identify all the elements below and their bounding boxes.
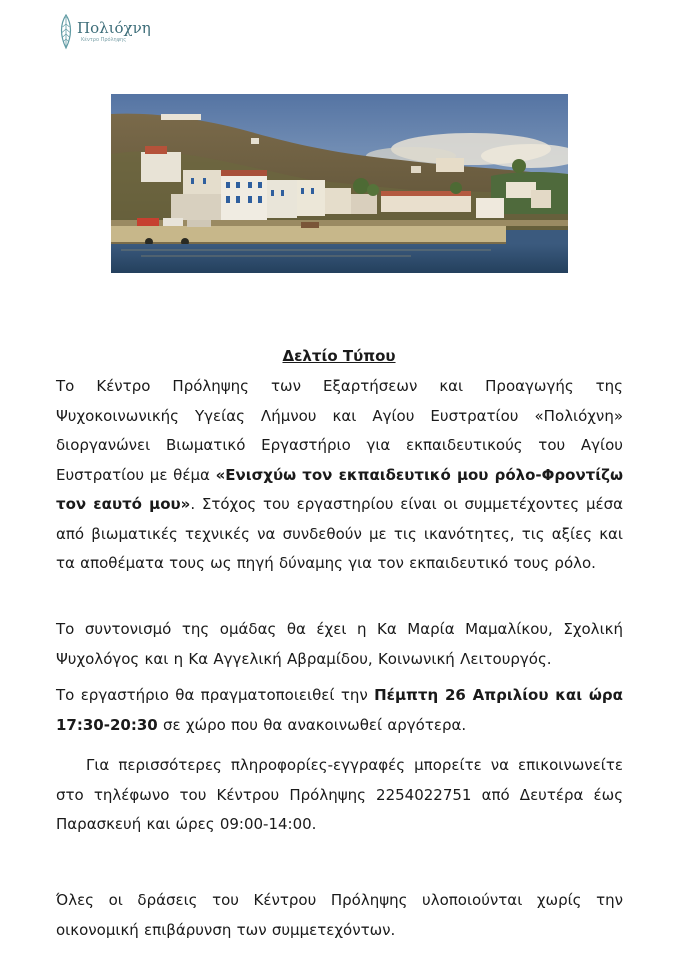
paragraph-schedule: [56, 681, 623, 740]
intro-text: Το Κέντρο Πρόληψης των Εξαρτήσεων και Προαγωγής της Ψυχοκοινωνικής Υγείας Λήμνου και Αγίου Ευστρατίου «Πολιόχνη» διοργανώνει Βιωματικό Εργαστήριο για εκπαιδευτικούς του Αγίου Ευστρατίου με θέμα: [56, 377, 623, 484]
workshop-theme: «Ενισχύω τον εκπαιδευτικό μου ρόλο-Φροντίζω τον εαυτό μου»: [56, 465, 623, 513]
logo-name: Πολιόχνη: [77, 19, 151, 37]
harbor-photo-image: [111, 94, 568, 273]
harbor-photo: [111, 94, 568, 273]
organization-logo: [58, 14, 151, 50]
logo-subtitle: Κέντρο Πρόληψης: [81, 37, 127, 43]
schedule-date-time: Πέμπτη 26 Απριλίου και ώρα 17:30-20:30: [56, 686, 623, 734]
document-title: Δελτίο Τύπου: [282, 347, 396, 365]
leaf-logo-icon: [58, 14, 74, 50]
paragraph-contact: Για περισσότερες πληροφορίες-εγγραφές μπορείτε να επικοινωνείτε στο τηλέφωνο του Κέντρου Πρόληψης 2254022751 από Δευτέρα έως Παρασκευή και ώρες 09:00-14:00.: [56, 756, 623, 833]
paragraph-coordinators: Το συντονισμό της ομάδας θα έχει η Κα Μαρία Μαμαλίκου, Σχολική Ψυχολόγος και η Κα Αγγελική Αβραμίδου, Κοινωνική Λειτουργός.: [56, 620, 623, 668]
intro-text-continued: . Στόχος του εργαστηρίου είναι οι συμμετέχοντες μέσα από βιωματικές τεχνικές να συνδεθούν με τις ικανότητες, τις αξίες και τα αποθέματα τους ως πηγή δύναμης για τον εκπαιδευτικό τους ρόλο.: [56, 495, 623, 572]
paragraph-free-participation: Όλες οι δράσεις του Κέντρου Πρόληψης υλοποιούνται χωρίς την οικονομική επιβάρυνση των συμμετεχόντων.: [56, 891, 623, 939]
paragraph-intro: [56, 372, 623, 579]
schedule-text: Το εργαστήριο θα πραγματοποιειθεί την: [56, 686, 375, 704]
schedule-text-continued: σε χώρο που θα ανακοινωθεί αργότερα.: [157, 715, 467, 734]
